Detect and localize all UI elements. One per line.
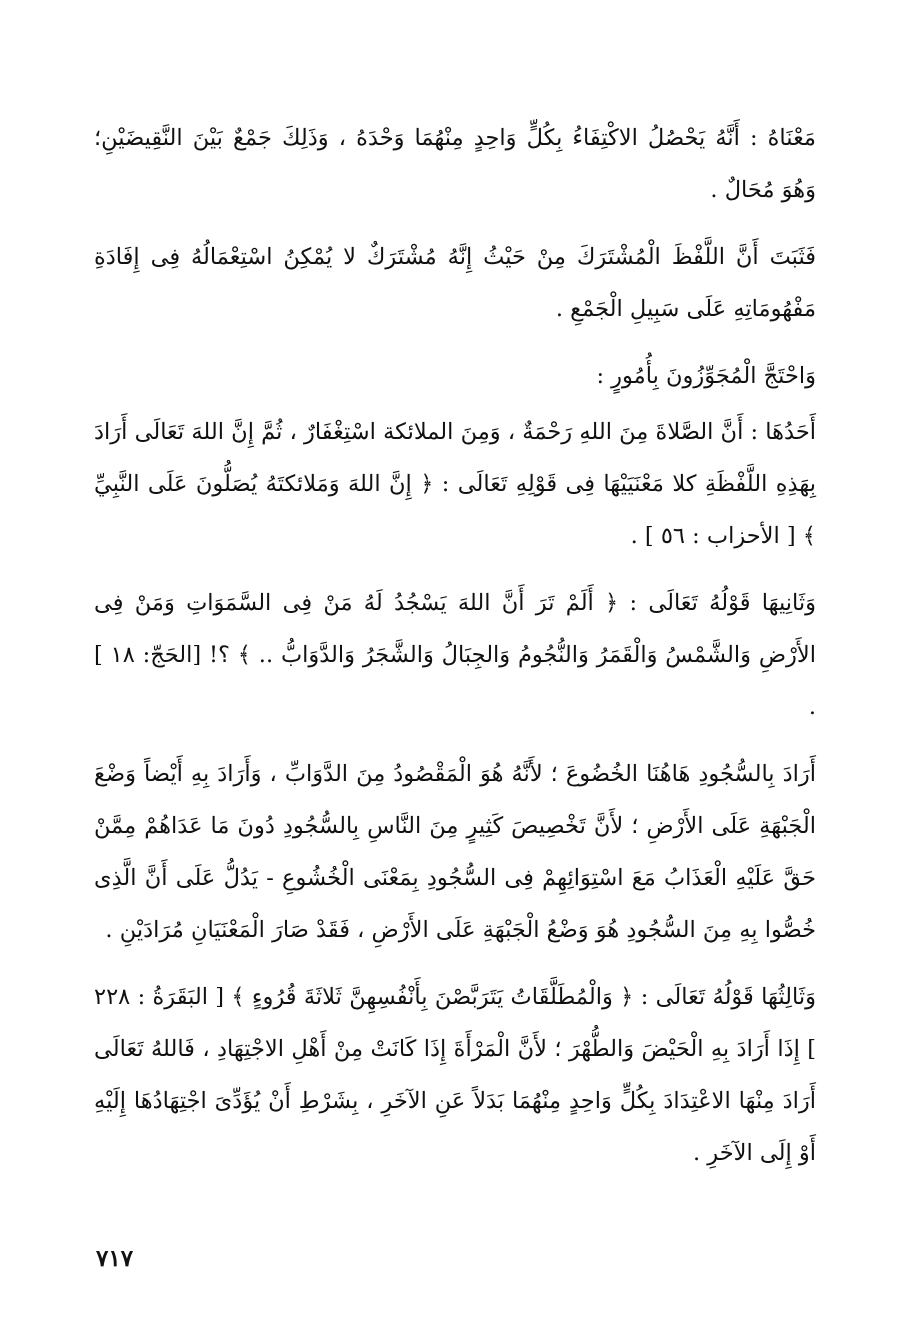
paragraph-6: أَرَادَ بِالسُّجُودِ هَاهُنَا الخُضُوعَ ؛ لأَنَّهُ هُوَ الْمَقْصُودُ مِنَ الدَّوَابِّ ، وَأَرَادَ بِهِ أَيْضاً وَضْعَ الْجَبْهَةِ عَلَى الأَرْضِ ؛ لأَنَّ تَخْصِيصَ كَثِيرٍ مِنَ النَّاسِ بِالسُّجُودِ دُونَ مَا عَدَاهُمْ مِمَّنْ حَقَّ عَلَيْهِ الْعَذَابُ مَعَ اسْتِوَائِهِمْ فِى السُّجُودِ بِمَعْنَى الْخُشُوعِ - يَدُلُّ عَلَى أَنَّ الَّذِى خُصُّوا بِهِ مِنَ السُّجُودِ هُوَ وَضْعُ الْجَبْهَةِ عَلَى الأَرْضِ ، فَقَدْ صَارَ الْمَعْنَيَانِ مُرَادَيْنِ . xyxy=(94,761,816,943)
paragraph-2: فَثَبَتَ أَنَّ اللَّفْظَ الْمُشْتَرَكَ مِنْ حَيْثُ إِنَّهُ مُشْتَرَكٌ لا يُمْكِنُ اسْتِعْمَالُهُ فِى إِفَادَةِ مَفْهُومَاتِهِ عَلَى سَبِيلِ الْجَمْعِ . xyxy=(94,244,816,322)
paragraph-3: وَاحْتَجَّ الْمُجَوِّزُونَ بِأُمُورٍ : xyxy=(596,363,816,389)
page-number: ٧١٧ xyxy=(96,1245,134,1272)
page-body xyxy=(94,112,816,1194)
paragraph-7: وَثَالِثُهَا قَوْلُهُ تَعَالَى : ﴿ وَالْمُطَلَّقَاتُ يَتَرَبَّصْنَ بِأَنْفُسِهِنَّ ثَلاثَةَ قُرُوءٍ ﴾ [ البَقَرَةُ : ٢٢٨ ] إِذَا أَرَادَ بِهِ الْحَيْضَ وَالطُّهْرَ ؛ لأَنَّ الْمَرْأَةَ إِذَا كَانَتْ مِنْ أَهْلِ الاجْتِهَادِ ، فَاللهُ تَعَالَى أَرَادَ مِنْهَا الاعْتِدَادَ بِكُلٍّ وَاحِدٍ مِنْهُمَا بَدَلاً عَنِ الآخَرِ ، بِشَرْطِ أَنْ يُؤَدِّىَ اجْتِهَادُهَا إِلَيْهِ أَوْ إِلَى الآخَرِ . xyxy=(94,984,816,1166)
paragraph-5: وَثَانِيهَا قَوْلُهُ تَعَالَى : ﴿ أَلَمْ تَرَ أَنَّ اللهَ يَسْجُدُ لَهُ مَنْ فِى السَّمَوَاتِ وَمَنْ فِى الأَرْضِ وَالشَّمْسُ وَالْقَمَرُ وَالنُّجُومُ وَالجِبَالُ وَالشَّجَرُ وَالدَّوَابُّ .. ﴾ ؟! [الحَجّ: ١٨ ] . xyxy=(94,590,817,720)
paragraph-1: مَعْنَاهُ : أَنَّهُ يَحْصُلُ الاكْتِفَاءُ بِكُلٍّ وَاحِدٍ مِنْهُمَا وَحْدَهُ ، وَذَلِكَ جَمْعٌ بَيْنَ النَّقِيضَيْنِ؛ وَهُوَ مُحَالٌ . xyxy=(94,125,816,203)
paragraph-4: أَحَدُهَا : أَنَّ الصَّلاةَ مِنَ اللهِ رَحْمَةٌ ، وَمِنَ الملائكة اسْتِغْفَارٌ ، ثُمَّ إِنَّ اللهَ تَعَالَى أَرَادَ بِهَذِهِ اللَّفْظَةِ كلا مَعْنَيَيْهَا فِى قَوْلِهِ تَعَالَى : ﴿ إِنَّ اللهَ وَمَلائكتَهُ يُصَلُّونَ عَلَى النَّبِيِّ ﴾ [ الأحزاب : ٥٦ ] . xyxy=(94,419,816,549)
